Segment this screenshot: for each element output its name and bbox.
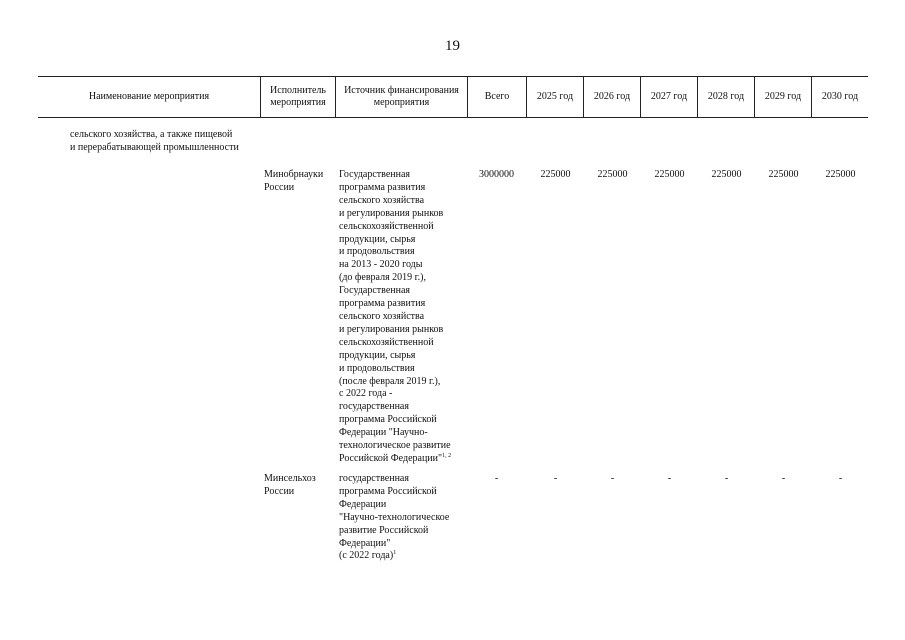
row-executor: Минсельхоз России	[264, 473, 316, 497]
header-2029: 2029 год	[764, 90, 802, 102]
row-value-2027: -	[667, 473, 672, 484]
row-value-2029: 225000	[768, 169, 799, 180]
header-2026: 2026 год	[593, 90, 631, 102]
header-executor: Исполнитель мероприятия	[270, 84, 326, 108]
row-source	[339, 169, 467, 466]
header-source: Источник финансирования мероприятия	[344, 84, 459, 108]
row-value-2026: 225000	[597, 169, 628, 180]
row-value-2028: -	[724, 473, 729, 484]
row-executor: Минобрнауки России	[264, 169, 324, 193]
header-2030: 2030 год	[821, 90, 859, 102]
row-value-2027: 225000	[654, 169, 685, 180]
source-text: Государственная программа развития сельского хозяйства и регулирования рынков сельскохозяйственной продукции, сырья и продовольствия на 2013 - 2020 годы (до февраля 2019 г.), Государственная программа развития сельского хозяйства и регулирования рынков сельскохозяйственной продукции, сырья и продовольствия (после февраля 2019 г.), с 2022 года - государственная программа Российской Федерации "Научно- технологическое развитие Российской Федерации"	[339, 169, 451, 464]
header-2025: 2025 год	[536, 90, 574, 102]
header-bottom-border	[38, 117, 868, 118]
header-total: Всего	[484, 90, 510, 102]
row-value-2025: -	[553, 473, 558, 484]
row-value-2030: -	[838, 473, 843, 484]
footnote-ref: 1	[393, 550, 397, 557]
row-value-2028: 225000	[711, 169, 742, 180]
footnote-ref: 1, 2	[442, 452, 452, 459]
row-value-2026: -	[610, 473, 615, 484]
row-value-2030: 225000	[825, 169, 856, 180]
source-text: государственная программа Российской Федерации "Научно-технологическое развитие Российской Федерации" (с 2022 года)	[339, 473, 450, 562]
row-source	[339, 473, 467, 563]
header-2028: 2028 год	[707, 90, 745, 102]
row-total: -	[494, 473, 499, 484]
header-2027: 2027 год	[650, 90, 688, 102]
header-name: Наименование мероприятия	[88, 90, 210, 102]
row-total: 3000000	[479, 169, 514, 180]
row-value-2025: 225000	[540, 169, 571, 180]
page-number: 19	[445, 38, 460, 54]
row-value-2029: -	[781, 473, 786, 484]
event-name: сельского хозяйства, а также пищевой и перерабатывающей промышленности	[70, 129, 239, 153]
